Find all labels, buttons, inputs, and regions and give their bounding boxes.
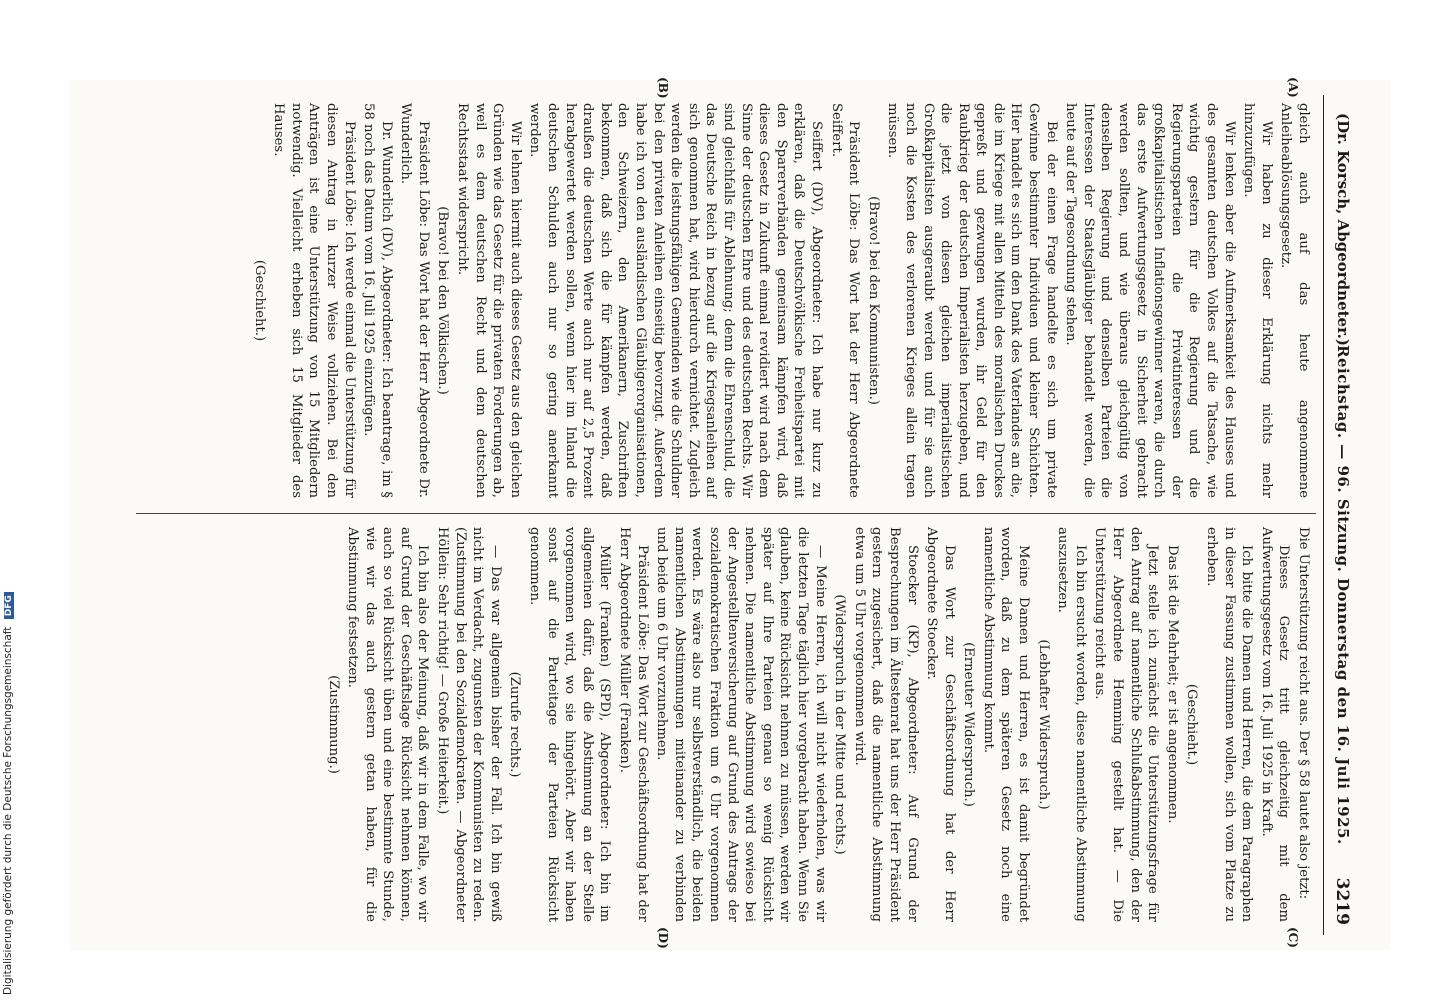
speaker-paragraph: Müller (Franken) (SPD), Abgeordneter: Ich bin im allgemeinen dafür, daß die Abstimmung an der Stelle vorgenommen wird, wo sie hingehört. Aber wir haben sonst auf die Parteitage der Parteien Rücksicht genommen. xyxy=(527,527,613,922)
margin-marker-c: (C) xyxy=(1286,927,1300,948)
interjection: (Widerspruch in der Mitte und rechts.) xyxy=(832,594,848,855)
header-speaker: (Dr. Korsch, Abgeordneter.) xyxy=(1334,113,1352,346)
digitization-credit xyxy=(2,592,14,995)
paragraph: gleich auch auf das heute angenommene Anleiheablösungsgesetz. xyxy=(1278,103,1311,498)
quoted-law: Dieses Gesetz tritt gleichzeitig mit dem Aufwertungsgesetz vom 16. Juli 1925 in Kraft. xyxy=(1258,527,1292,922)
paragraph: Bei der einen Frage handelte es sich um private Gewinne bestimmter Individuen und kleiner Schichten. Hier handelt es sich um den Dank des Vaterlandes an die, die im Kriege mit allen Mitteln des moralischen Druckes gepreßt und gezwungen wurden, ihr Geld für den Raubkrieg der deutschen Imperialisten herzugeben, und die jetzt von diesen gleichen imperialistischen Großkapitalisten ausgeraubt werden und für sie auch noch die Kosten des verlorenen Krieges allein tragen müssen. xyxy=(885,103,1059,498)
margin-marker-b: (B) xyxy=(656,77,670,99)
paragraph: Wir lehnen hiermit auch dieses Gesetz aus den gleichen Gründen wie das Gesetz für die privaten Forderungen ab, weil es dem deutschen Recht und dem deutschen Rechtsstaat widerspricht. xyxy=(455,103,523,498)
paragraph: Die Unterstützung reicht aus. Der § 58 lautet also jetzt: xyxy=(1296,527,1311,900)
header-title: Reichstag. — 96. Sitzung. Donnerstag den 16. Juli 1925. xyxy=(1334,345,1352,845)
paragraph: — Meine Herren, ich will nicht wiederholen, was wir die letzten Tage täglich hier vorgebracht haben. Wenn Sie glauben, keine Rücksicht nehmen zu müssen, werden wir später auf Ihre Parteien genau so wenig Rücksicht nehmen. Die namentliche Abstimmung wird sowieso bei der Angestelltenversicherung auf Grund des Antrags der sozialdemokratischen Fraktion um 6 Uhr vorgenommen werden. Es wäre also nur selbstverständlich, die beiden namentlichen Abstimmungen miteinander zu verbinden und beide um 6 Uhr vorzunehmen. xyxy=(654,527,828,922)
interjection: (Zurufe rechts.) xyxy=(507,671,523,778)
paragraph: Wir lenken aber die Aufmerksamkeit des Hauses und des gesamten deutschen Volkes auf die Tatsache, wie wichtig gestern für die Regierung und die Regierungsparteien die Privatinteressen der großkapitalistischen Inflationsgewinner waren, die durch das erste Aufwertungsgesetz in Sicherheit gebracht werden sollten, und wie überaus gleichgültig von denselben Regierung und denselben Parteien die Interessen der Staatsgläubiger behandelt werden, die heute auf der Tagesordnung stehen. xyxy=(1063,103,1237,498)
margin-marker-d: (D) xyxy=(656,927,670,949)
interjection: (Lebhafter Widerspruch.) xyxy=(1035,639,1051,810)
interjection: (Erneuter Widerspruch.) xyxy=(961,642,977,807)
paragraph: Das ist die Mehrheit; er ist angenommen. xyxy=(1164,545,1180,824)
speaker-paragraph: Präsident Löbe: Das Wort zur Geschäftsordnung hat der Herr Abgeordnete Müller (Franken). xyxy=(617,527,650,922)
paragraph: — Das war allgemein bisher der Fall. Ich bin gewiß nicht im Verdacht, zugunsten der Kommunisten zu reden. (Zustimmung bei den Sozialdemokraten. — Abgeordneter Höllein: Sehr richtig! — Große Heiterkeit.) xyxy=(435,527,503,922)
speaker-paragraph: Seiffert (DV), Abgeordneter: Ich habe nur kurz zu erklären, daß die Deutschvölkische Freiheitspartei mit den Sparerverbänden gemeinsam kämpfen wird, daß dieses Gesetz in Zukunft einmal revidiert wird nach dem Sinne der deutschen Ehre und des deutschen Rechts. Wir sind gleichfalls für Ablehnung; denn die Ehrenschuld, die das Deutsche Reich in bezug auf die Kriegsanleihen auf sich genommen hat, wird hierdurch vernichtet. Zugleich werden die leistungsfähigen Gemeinden wie die Schuldner bei den privaten Anleihen einseitig bevorzugt. Außerdem habe ich von den ausländischen Gläubigerorganisationen, den Schweizern, den Amerikanern, Zuschriften bekommen, daß sich die für kämpfen werden, daß draußen die deutschen Werte auch nur auf 2,5 Prozent herabgewertet werden sollen, wenn hier im Inland die deutschen Schulden auch nur so gering anerkannt werden. xyxy=(527,103,824,498)
paragraph: Jetzt stelle ich zunächst die Unterstützungsfrage für den Antrag auf namentliche Schlußabstimmung, den der Herr Abgeordnete Hemming gestellt hat. — Die Unterstützung reicht aus. xyxy=(1092,527,1161,922)
speaker-paragraph: Dr. Wunderlich (DV), Abgeordneter: Ich beantrage, im § 58 noch das Datum vom 16. Juli 1925 einzufügen. xyxy=(361,103,394,498)
speaker-paragraph: Stoecker (KP), Abgeordneter: Auf Grund der Besprechungen im Ältestenrat hat uns der Herr Präsident gestern zugesichert, daß die namentliche Abstimmung etwa um 5 Uhr vorgenommen wird. xyxy=(851,527,920,922)
credit-text: Digitalisierung gefördert durch die Deutsche Forschungsgemeinschaft xyxy=(2,626,14,995)
margin-marker-a: (A) xyxy=(1286,77,1300,98)
interjection: (Zustimmung.) xyxy=(325,675,341,774)
dfg-logo: DFG xyxy=(4,592,14,619)
paragraph: Ich bitte die Damen und Herren, die dem Paragraphen in dieser Fassung zustimmen wollen, sich vom Platze zu erheben. xyxy=(1204,527,1255,922)
document-page xyxy=(110,77,1360,949)
interjection: (Bravo! bei den Völkischen.) xyxy=(435,206,451,395)
speaker-paragraph: Präsident Löbe: Das Wort hat der Herr Abgeordnete Seiffert. xyxy=(828,103,862,498)
speaker-paragraph: Präsident Löbe: Ich werde einmal die Unterstützung für diesen Antrag in kurzer Weise vollziehen. Bei den Anträgen ist eine Unterstützung von 15 Mitgliedern notwendig. Vielleicht erheben sich 15 Mitglieder des Hauses. xyxy=(271,103,357,498)
paragraph: Das Wort zur Geschäftsordnung hat der Herr Abgeordnete Stoecker. xyxy=(924,527,957,922)
interjection: (Bravo! bei den Kommunisten.) xyxy=(865,196,881,405)
paragraph: Meine Damen und Herren, es ist damit begründet worden, daß zu dem späteren Gesetz noch eine namentliche Abstimmung kommt. xyxy=(980,527,1032,922)
interjection: (Geschieht.) xyxy=(251,259,267,342)
page-header xyxy=(1323,95,1360,935)
paragraph: Ich bin ersucht worden, diese namentliche Abstimmung auszusetzen. xyxy=(1055,527,1088,922)
right-column xyxy=(322,527,1312,922)
paragraph: Ich bin also der Meinung, daß wir in dem Falle, wo wir auf Grund der Geschäftslage Rücksicht nehmen können, auch so viel Rücksicht üben und eine bestimmte Stunde, wie wir das auch gestern getan haben, für die Abstimmung festsetzen. xyxy=(345,527,431,922)
column-divider xyxy=(136,513,1316,514)
page-number: 3219 xyxy=(1332,877,1352,925)
left-column xyxy=(248,103,1312,498)
interjection: (Geschieht.) xyxy=(1184,683,1200,766)
speaker-paragraph: Präsident Löbe: Das Wort hat der Herr Abgeordnete Dr. Wunderlich. xyxy=(398,103,431,498)
paragraph: Wir haben zu dieser Erklärung nichts mehr hinzuzufügen. xyxy=(1241,103,1274,498)
